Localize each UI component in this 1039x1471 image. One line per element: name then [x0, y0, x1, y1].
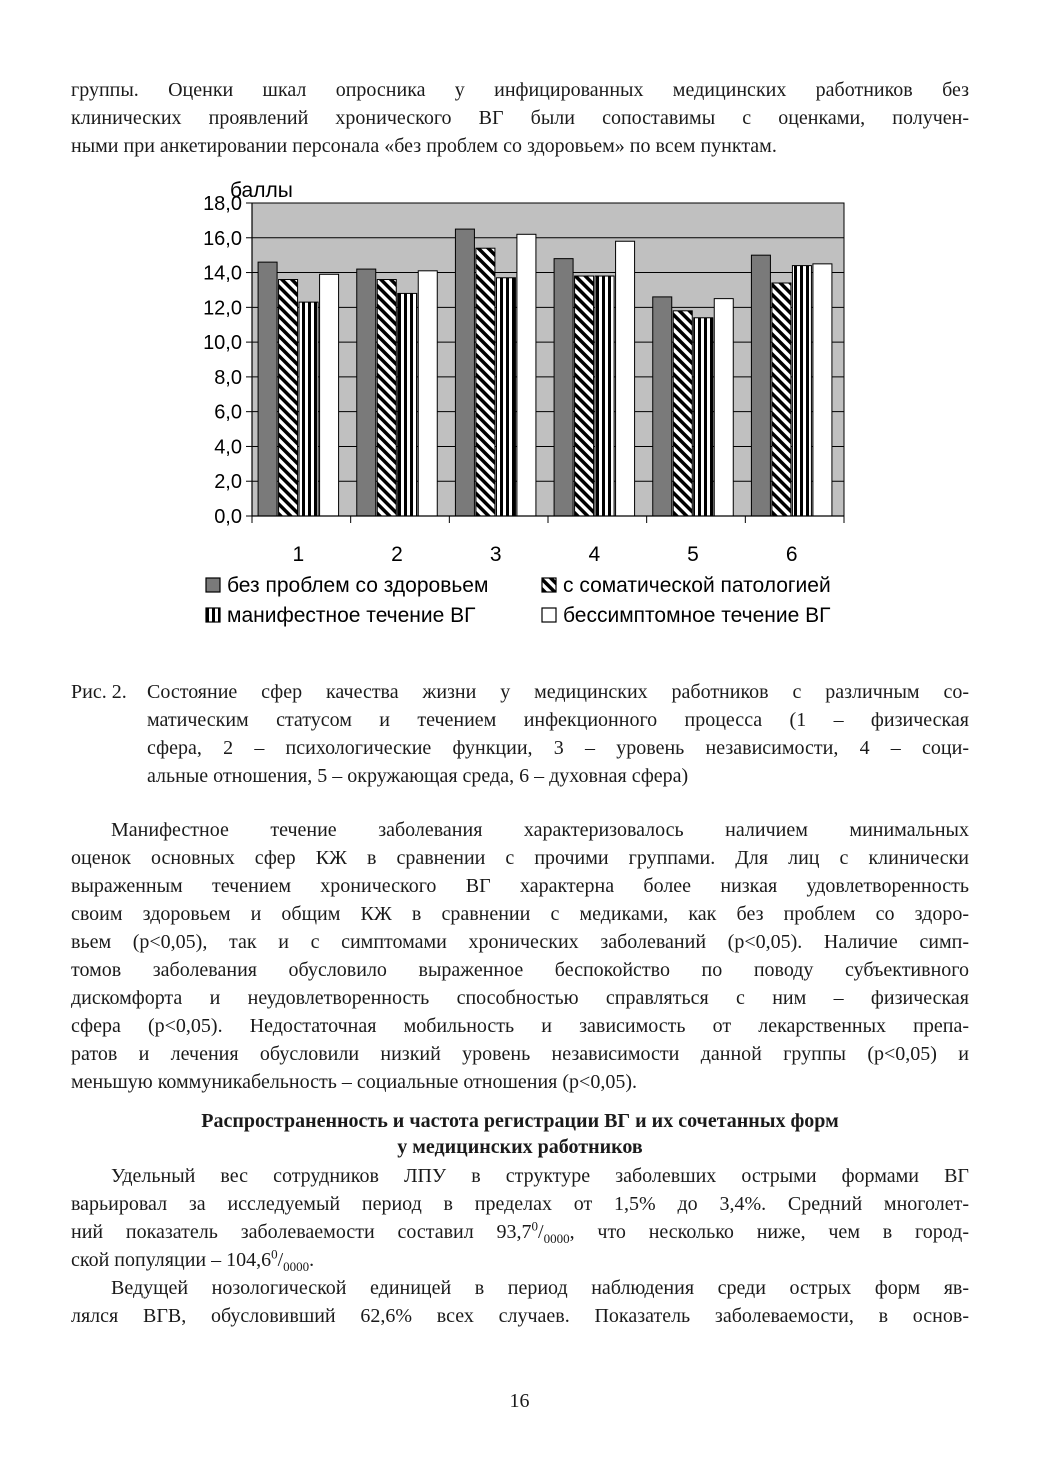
quality-of-life-bar-chart: [170, 180, 890, 660]
text-line: клинических проявлений хронического ВГ были сопоставимы с оценками, получен-: [71, 107, 969, 129]
legend-label: без проблем со здоровьем: [227, 574, 489, 597]
text-run: ний показатель заболеваемости составил 93,7: [71, 1221, 532, 1243]
bar-3-cat-5: [694, 318, 713, 516]
text-line: томов заболевания обусловило выраженное беспокойство по поводу субъективного: [71, 959, 969, 981]
text-line: [71, 1218, 969, 1246]
bar-2-cat-6: [772, 283, 791, 516]
x-tick-label: 3: [489, 543, 502, 566]
section-heading: [71, 1108, 969, 1160]
text-line: своим здоровьем и общим КЖ в сравнении с медиками, как без проблем со здоро-: [71, 903, 969, 925]
legend-swatch: [206, 578, 220, 592]
text-line: ными при анкетировании персонала «без проблем со здоровьем» по всем пунктам.: [71, 135, 777, 157]
bar-4-cat-6: [813, 264, 832, 516]
y-tick-labels: [203, 193, 242, 528]
caption-line: Состояние сфер качества жизни у медицинских работников с различным со-: [147, 681, 969, 703]
x-tick-label: 4: [588, 543, 601, 566]
slash: /: [538, 1221, 544, 1243]
bar-3-cat-6: [792, 266, 811, 516]
y-tick-label: 14,0: [203, 262, 242, 285]
caption-line: сфера, 2 – психологические функции, 3 – уровень независимости, 4 – соци-: [147, 737, 969, 759]
text-run: ской популяции – 104,6: [71, 1249, 272, 1271]
x-tick-label: 6: [785, 543, 798, 566]
figure-caption: [71, 678, 969, 790]
text-line: дискомфорта и неудовлетворенность способностью справляться с ним – физическая: [71, 987, 969, 1009]
text-line: лялся ВГВ, обусловивший 62,6% всех случаев. Показатель заболеваемости, в основ-: [71, 1305, 969, 1327]
x-tick-label: 1: [292, 543, 305, 566]
y-tick-label: 2,0: [214, 471, 242, 494]
text-line: меньшую коммуникабельность – социальные отношения (р<0,05).: [71, 1071, 637, 1093]
legend-swatch: [542, 578, 556, 592]
text-line: группы. Оценки шкал опросника у инфицированных медицинских работников без: [71, 79, 969, 101]
bar-4-cat-4: [616, 241, 635, 516]
bar-4-cat-1: [320, 274, 339, 516]
bar-1-cat-6: [751, 255, 770, 516]
bar-4-cat-3: [517, 234, 536, 516]
bar-1-cat-4: [554, 259, 573, 516]
bar-1-cat-1: [258, 262, 277, 516]
bar-1-cat-2: [357, 269, 376, 516]
y-tick-label: 12,0: [203, 297, 242, 320]
y-tick-label: 6,0: [214, 401, 242, 424]
page-number: 16: [509, 1390, 530, 1412]
bar-3-cat-2: [398, 293, 417, 516]
legend-label: манифестное течение ВГ: [227, 604, 476, 627]
x-tick-labels: [292, 543, 797, 566]
text-line: оценок основных сфер КЖ в сравнении с прочими группами. Для лиц с клинически: [71, 847, 969, 869]
bar-2-cat-5: [673, 311, 692, 516]
bar-3-cat-3: [496, 278, 515, 516]
y-tick-label: 8,0: [214, 366, 242, 389]
leading-paragraph: [71, 1274, 969, 1330]
caption-label: Рис. 2.: [71, 681, 127, 703]
text-line: Манифестное течение заболевания характеризовалось наличием минимальных: [111, 819, 969, 841]
subscript: 0000: [543, 1231, 570, 1246]
heading-line: у медицинских работников: [397, 1136, 643, 1158]
text-run: , что несколько ниже, чем в город-: [569, 1221, 969, 1243]
caption-body: [147, 678, 969, 790]
bar-1-cat-3: [455, 229, 474, 516]
superscript: 0: [531, 1218, 539, 1234]
x-tick-label: 2: [391, 543, 403, 566]
share-paragraph: [71, 1162, 969, 1274]
text-line: Ведущей нозологической единицей в период наблюдения среди острых форм яв-: [111, 1277, 969, 1299]
text-line: вьем (р<0,05), так и с симптомами хронических заболеваний (р<0,05). Наличие симп-: [71, 931, 969, 953]
x-tick-label: 5: [687, 543, 699, 566]
legend-label: с соматической патологией: [563, 574, 831, 597]
y-tick-label: 10,0: [203, 332, 242, 355]
manifest-paragraph: [71, 816, 969, 1096]
y-tick-label: 0,0: [214, 506, 242, 528]
bar-1-cat-5: [653, 297, 672, 516]
bar-2-cat-3: [476, 248, 495, 516]
legend: [206, 574, 831, 627]
intro-paragraph: [71, 76, 969, 160]
caption-line: альные отношения, 5 – окружающая среда, 6 – духовная сфера): [147, 765, 689, 787]
caption-line: матическим статусом и течением инфекционного процесса (1 – физическая: [147, 709, 969, 731]
bar-4-cat-5: [714, 299, 733, 516]
slash: /: [277, 1249, 284, 1271]
text-line: сфера (р<0,05). Недостаточная мобильность и зависимость от лекарственных препа-: [71, 1015, 969, 1037]
legend-swatch: [206, 608, 220, 622]
heading-line: Распространенность и частота регистрации ВГ и их сочетанных форм: [201, 1110, 839, 1132]
text-line: ратов и лечения обусловили низкий уровень независимости данной группы (р<0,05) и: [71, 1043, 969, 1065]
y-tick-label: 18,0: [203, 193, 242, 215]
bar-2-cat-1: [279, 280, 298, 516]
text-line: варьировал за исследуемый период в пределах от 1,5% до 3,4%. Средний многолет-: [71, 1193, 969, 1215]
text-line: Удельный вес сотрудников ЛПУ в структуре заболевших острыми формами ВГ: [111, 1165, 969, 1187]
legend-label: бессимптомное течение ВГ: [563, 604, 831, 627]
y-axis-label: баллы: [230, 180, 293, 202]
bar-3-cat-1: [299, 302, 318, 516]
text-line: [71, 1246, 969, 1274]
bar-2-cat-4: [575, 276, 594, 516]
subscript: 0000: [283, 1259, 310, 1274]
bar-2-cat-2: [377, 280, 396, 516]
superscript: 0: [271, 1246, 278, 1262]
text-line: выраженным течением хронического ВГ характерна более низкая удовлетворенность: [71, 875, 969, 897]
bar-3-cat-4: [595, 276, 614, 516]
text-run: .: [309, 1249, 315, 1271]
y-tick-label: 4,0: [214, 436, 242, 459]
bar-4-cat-2: [418, 271, 437, 516]
legend-swatch: [542, 608, 556, 622]
y-tick-label: 16,0: [203, 227, 242, 250]
